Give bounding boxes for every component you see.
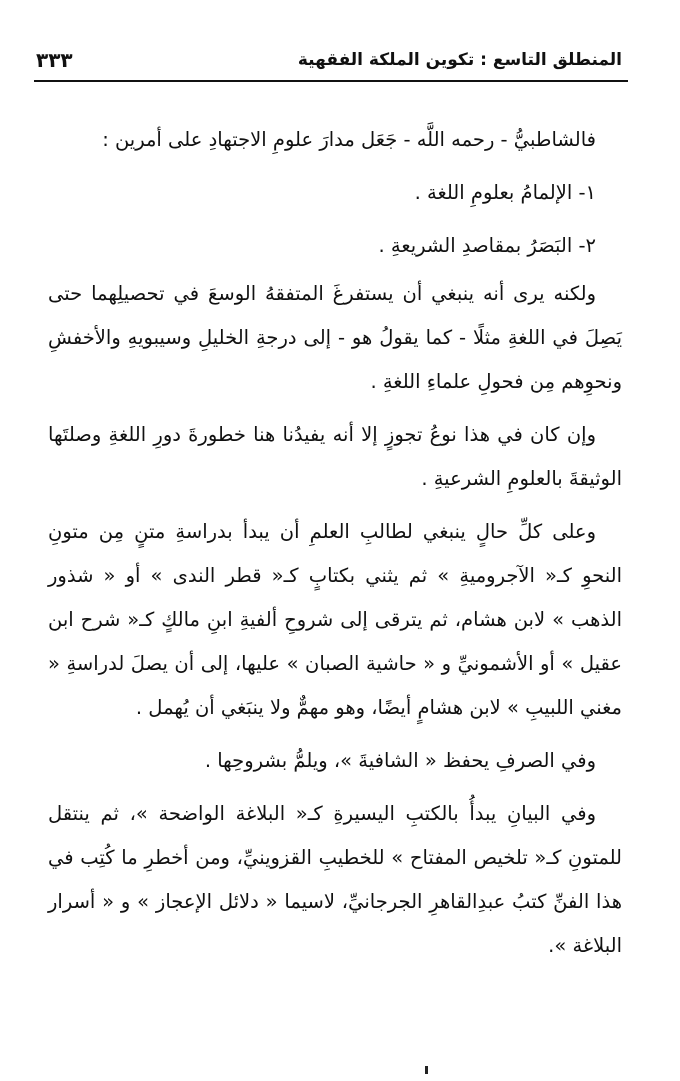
paragraph-language-importance: وإن كان في هذا نوعُ تجوزٍ إلا أنه يفيدُنا هنا خطورةَ دورِ اللغةِ وصلتَها الوثيقةَ بالعلومِ الشرعيةِ . [48,423,622,490]
list-item-1: ١- الإلمامُ بعلومِ اللغة . [414,181,596,204]
paragraph-intro: فالشاطبيُّ - رحمه اللَّه - جَعَل مدارَ علومِ الاجتهادِ على أمرين : [102,128,596,151]
page-number: ٣٣٣ [36,48,73,72]
chapter-title: المنطلق التاسع : تكوين الملكة الفقهية [297,50,622,70]
list-item-2: ٢- البَصَرُ بمقاصدِ الشريعةِ . [378,234,596,257]
paragraph-language-mastery: ولكنه يرى أنه ينبغي أن يستفرغَ المتفقهُ الوسعَ في تحصيلِهما حتى يَصِلَ في اللغةِ مثلًا - كما يقولُ هو - إلى درجةِ الخليلِ وسيبويهِ والأخفشِ ونحوِهم مِن فحولِ علماءِ اللغةِ . [48,282,622,393]
paragraph-morphology: وفي الصرفِ يحفظ « الشافيةَ »، ويلمُّ بشروحِها . [204,749,596,772]
body-text [48,118,622,977]
paragraph-grammar-path: وعلى كلِّ حالٍ ينبغي لطالبِ العلمِ أن يبدأ بدراسةِ متنٍ مِن متونِ النحوِ كـ« الآجروميةِ » ثم يثني بكتابٍ كـ« قطر الندى » أو « شذور الذهب » لابن هشام، ثم يترقى إلى شروحِ ألفيةِ ابنِ مالكٍ كـ« شرح ابن عقيل » أو الأشمونيِّ و « حاشية الصبان » عليها، إلى أن يصلَ لدراسةِ « مغني اللبيبِ » لابن هشامٍ أيضًا، وهو مهمٌّ ولا ينبَغي أن يُهمل . [48,520,622,719]
footer-mark [425,1066,428,1074]
paragraph-rhetoric: وفي البيانِ يبدأُ بالكتبِ اليسيرةِ كـ« البلاغة الواضحة »، ثم ينتقل للمتونِ كـ« تلخيص المفتاح » للخطيبِ القزوينيِّ، ومن أخطرِ ما كُتِب في هذا الفنِّ كتبُ عبدِالقاهرِ الجرجانيِّ، لاسيما « دلائل الإعجاز » و « أسرار البلاغة ». [48,802,622,957]
header-divider [34,80,628,82]
running-header [36,44,622,76]
